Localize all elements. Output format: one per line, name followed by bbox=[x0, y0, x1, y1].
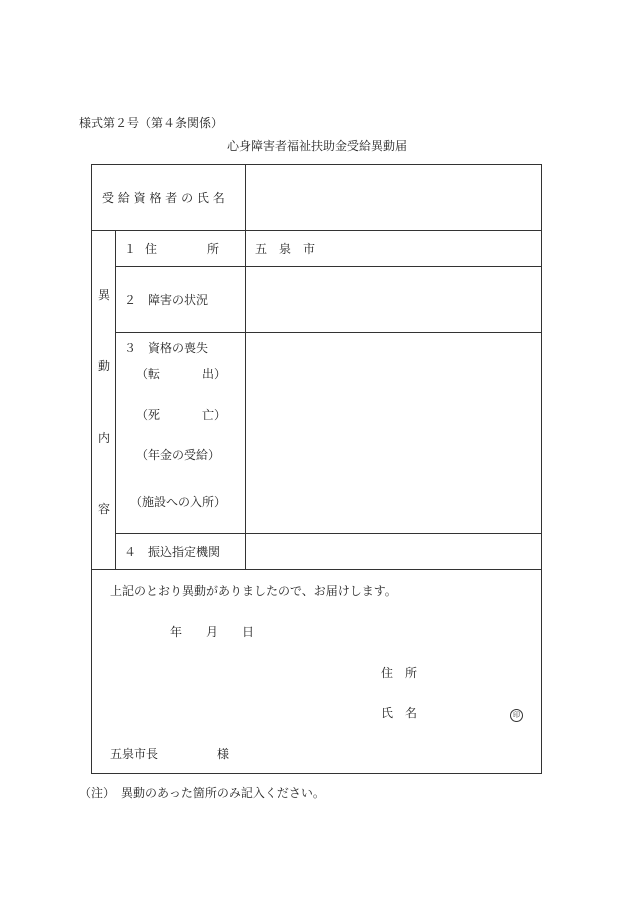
loss-reason: （死 bbox=[136, 408, 161, 422]
date-month: 月 bbox=[206, 625, 219, 639]
address-row-label: 住 bbox=[145, 242, 158, 256]
declaration-text: 上記のとおり異動がありましたので、お届けします。 bbox=[110, 584, 397, 598]
address-row-number: １ bbox=[124, 242, 137, 256]
loss-reason: （転 bbox=[136, 367, 161, 381]
change-label-char: 動 bbox=[98, 359, 111, 373]
loss-row-label: ３ 資格の喪失 bbox=[124, 341, 209, 355]
loss-reason: （年金の受給） bbox=[136, 448, 221, 462]
loss-field[interactable] bbox=[255, 342, 525, 522]
date-year: 年 bbox=[170, 625, 183, 639]
bank-row-label: ４ 振込指定機関 bbox=[124, 545, 221, 559]
change-label-char: 内 bbox=[98, 431, 111, 445]
bank-field[interactable] bbox=[255, 546, 525, 560]
loss-reason: （施設への入所） bbox=[130, 495, 227, 509]
applicant-name-label: 氏 名 bbox=[381, 706, 418, 720]
seal-icon: 印 bbox=[510, 709, 523, 722]
address-row-label: 所 bbox=[207, 242, 220, 256]
addressee-honorific: 様 bbox=[217, 747, 230, 761]
address-field[interactable]: 五 泉 市 bbox=[255, 242, 316, 256]
loss-reason: 出） bbox=[202, 367, 227, 381]
loss-reason: 亡） bbox=[202, 408, 227, 422]
date-day: 日 bbox=[242, 625, 255, 639]
recipient-name-label: 受 給 資 格 者 の 氏 名 bbox=[102, 191, 225, 205]
applicant-address-label: 住 所 bbox=[381, 666, 418, 680]
form-title: 心身障害者福祉扶助金受給異動届 bbox=[227, 139, 408, 153]
recipient-name-field[interactable] bbox=[255, 192, 525, 206]
change-notification-form bbox=[91, 164, 542, 774]
footnote: （注） 異動のあった箇所のみ記入ください。 bbox=[79, 786, 325, 800]
change-label-char: 異 bbox=[98, 288, 111, 302]
disability-field[interactable] bbox=[255, 294, 525, 308]
seal-mark bbox=[510, 707, 523, 722]
addressee: 五泉市長 bbox=[110, 747, 159, 761]
change-label-char: 容 bbox=[98, 502, 111, 516]
form-number: 様式第２号（第４条関係） bbox=[79, 116, 224, 130]
disability-row-label: ２ 障害の状況 bbox=[124, 293, 209, 307]
